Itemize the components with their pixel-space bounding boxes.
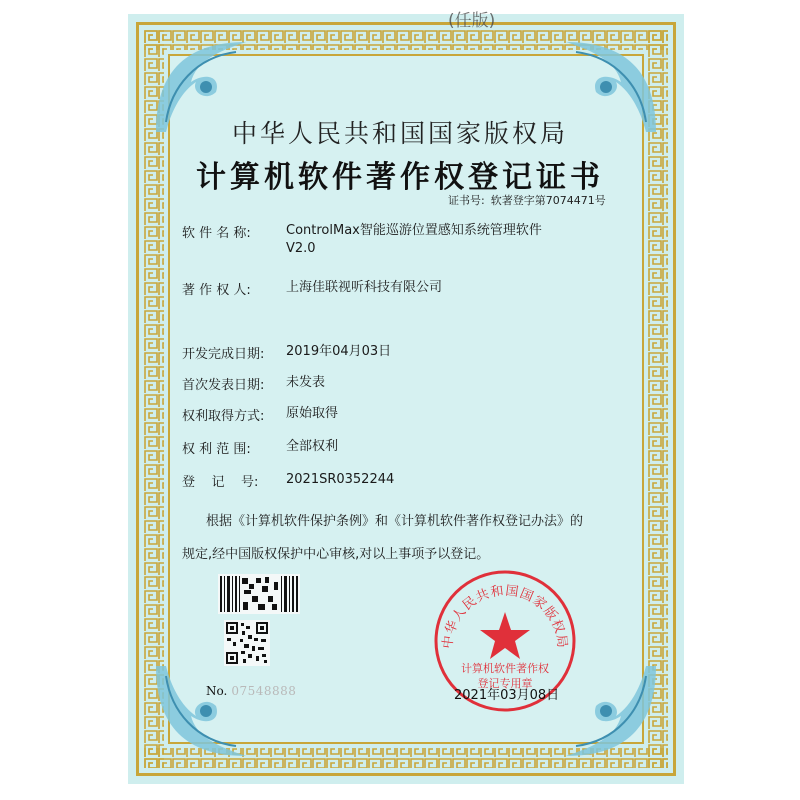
certificate-number (448, 192, 612, 208)
cert-no-label: 证书号: (448, 194, 485, 207)
field-software-name (182, 222, 542, 256)
field-value: 上海佳联视听科技有限公司 (286, 280, 443, 295)
serial-prefix: No. (206, 684, 228, 698)
field-publication-date (182, 374, 326, 393)
software-name: ControlMax智能巡游位置感知系统管理软件 (286, 223, 542, 238)
certificate-title: 计算机软件著作权登记证书 (196, 160, 604, 195)
qr-code (224, 620, 270, 666)
cert-no-value: 软著登字第7074471号 (490, 194, 606, 207)
field-value: 2021SR0352244 (286, 472, 395, 487)
field-value: 原始取得 (286, 406, 339, 421)
corner-ornament (146, 656, 256, 766)
handwritten-note: (任版) (448, 11, 496, 31)
field-value: 未发表 (286, 375, 326, 390)
field-acquisition-method (182, 405, 339, 424)
field-label: 著 作 权 人: (182, 283, 251, 298)
seal-star (480, 612, 530, 659)
barcode (218, 574, 300, 614)
field-completion-date (182, 343, 392, 362)
field-value (286, 222, 606, 258)
software-version: V2.0 (286, 241, 316, 256)
seal-line-1: 计算机软件著作权 (461, 662, 549, 675)
statement-line-2: 规定,经中国版权保护中心审核,对以上事项予以登记。 (182, 547, 490, 562)
field-rights-scope (182, 438, 339, 457)
field-value: 2019年04月03日 (286, 344, 392, 359)
seal-line-2: 登记专用章 (477, 677, 533, 690)
field-label: 开发完成日期: (182, 347, 265, 362)
serial-number (206, 684, 296, 698)
issuing-authority: 中华人民共和国国家版权局 (231, 119, 568, 148)
field-label: 权利取得方式: (182, 409, 265, 424)
statement-line-1: 根据《计算机软件保护条例》和《计算机软件著作权登记办法》的 (206, 514, 584, 529)
field-copyright-owner (182, 279, 443, 298)
field-value: 全部权利 (286, 439, 339, 454)
field-label: 登 记 号: (182, 475, 259, 490)
seal-ring-text: 中华人民共和国国家版权局 (440, 583, 570, 650)
issue-date: 2021年03月08日 (454, 688, 560, 703)
field-label: 权 利 范 围: (182, 442, 251, 457)
field-label: 首次发表日期: (182, 378, 265, 393)
serial-value: 07548888 (231, 684, 297, 698)
field-label: 软 件 名 称: (182, 226, 251, 241)
field-registration-number (182, 471, 395, 490)
